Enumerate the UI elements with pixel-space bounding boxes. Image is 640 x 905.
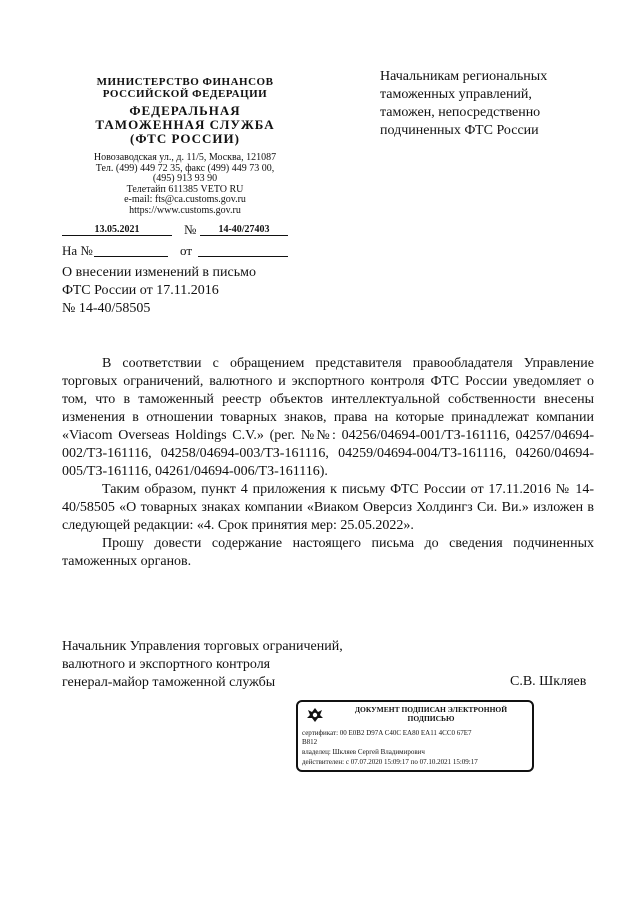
signatory-position: [62, 638, 382, 692]
letter-subject: [62, 264, 302, 318]
body-paragraph-3: Прошу довести содержание настоящего письма до сведения подчиненных таможенных органов.: [62, 536, 594, 569]
sender-teletype: Телетайп 611385 VETO RU: [126, 183, 244, 195]
reply-to-number-line: [94, 256, 168, 257]
service-name: [60, 104, 310, 146]
registration-date: 13.05.2021: [62, 224, 172, 236]
ministry-line-2: РОССИЙСКОЙ ФЕДЕРАЦИИ: [102, 88, 268, 100]
registration-number: 14-40/27403: [200, 224, 288, 236]
reply-date-line: [198, 256, 288, 257]
position-line-1: Начальник Управления торговых ограничений,: [62, 639, 343, 654]
sender-address: Новозаводская ул., д. 11/5, Москва, 121087: [93, 152, 277, 163]
reply-date-label: от: [180, 243, 193, 258]
stamp-certificate-2: B812: [302, 738, 318, 746]
sender-email: e-mail: fts@ca.customs.gov.ru: [124, 194, 246, 205]
electronic-signature-stamp: [296, 700, 534, 772]
signatory-name: С.В. Шкляев: [510, 674, 587, 689]
stamp-owner: владелец: Шкляев Сергей Владимирович: [302, 748, 425, 756]
letter-body: [62, 355, 594, 571]
ministry-line-1: МИНИСТЕРСТВО ФИНАНСОВ: [96, 76, 274, 88]
registration-number-label: №: [184, 222, 197, 237]
addressee: Начальникам региональных таможенных управлений, таможен, непосредственно подчиненных ФТС России: [380, 69, 548, 138]
sender-phone: Тел. (499) 449 72 35, факс (499) 449 73 00,: [95, 162, 275, 174]
service-line-2: ТАМОЖЕННАЯ СЛУЖБА: [95, 117, 275, 132]
stamp-certificate: сертификат: 00 E0B2 D97A C40C EA80 EA11 4CC0 67E7: [302, 729, 472, 737]
subject-line-2: ФТС России от 17.11.2016: [62, 283, 219, 298]
subject-line-1: О внесении изменений в письмо: [62, 265, 256, 280]
position-line-3: генерал-майор таможенной службы: [62, 675, 276, 690]
sender-contacts: [60, 153, 310, 216]
service-line-1: ФЕДЕРАЛЬНАЯ: [129, 103, 241, 118]
body-paragraph-2: Таким образом, пункт 4 приложения к письму ФТС России от 17.11.2016 № 14-40/58505 «О товарных знаках компании «Виаком Оверсиз Холдингз Си. Ви.» изложен в следующей редакции: «4. Срок принятия мер: 25.05.2022».: [62, 482, 594, 533]
stamp-title: ДОКУМЕНТ ПОДПИСАН ЭЛЕКТРОННОЙ ПОДПИСЬЮ: [354, 705, 508, 723]
sender-website: https://www.customs.gov.ru: [129, 204, 241, 216]
position-line-2: валютного и экспортного контроля: [62, 657, 271, 672]
reply-to-label: На №: [62, 243, 93, 258]
customs-emblem-icon: [304, 706, 326, 724]
sender-phone-2: (495) 913 93 90: [152, 173, 218, 184]
service-line-3: (ФТС РОССИИ): [130, 131, 240, 146]
subject-line-3: № 14-40/58505: [62, 301, 151, 316]
body-paragraph-1: В соответствии с обращением представителя правообладателя Управление торговых ограничений, валютного и экспортного контроля ФТС России уведомляет о том, что в таможенный реестр объектов интеллектуальной собственности внесены изменения в отношении товарных знаков, права на которые принадлежат компании «Viacom Overseas Holdings C.V.» (рег. №№: 04256/04694-001/ТЗ-161116, 04257/04694-002/ТЗ-161116, 04258/04694-003/ТЗ-161116, 04259/04694-004/ТЗ-161116, 04260/04694-005/ТЗ-161116, 04261/04694-006/ТЗ-161116).: [62, 356, 594, 479]
stamp-validity: действителен: с 07.07.2020 15:09:17 по 07.10.2021 15:09:17: [302, 758, 478, 766]
ministry-name: [60, 76, 310, 100]
